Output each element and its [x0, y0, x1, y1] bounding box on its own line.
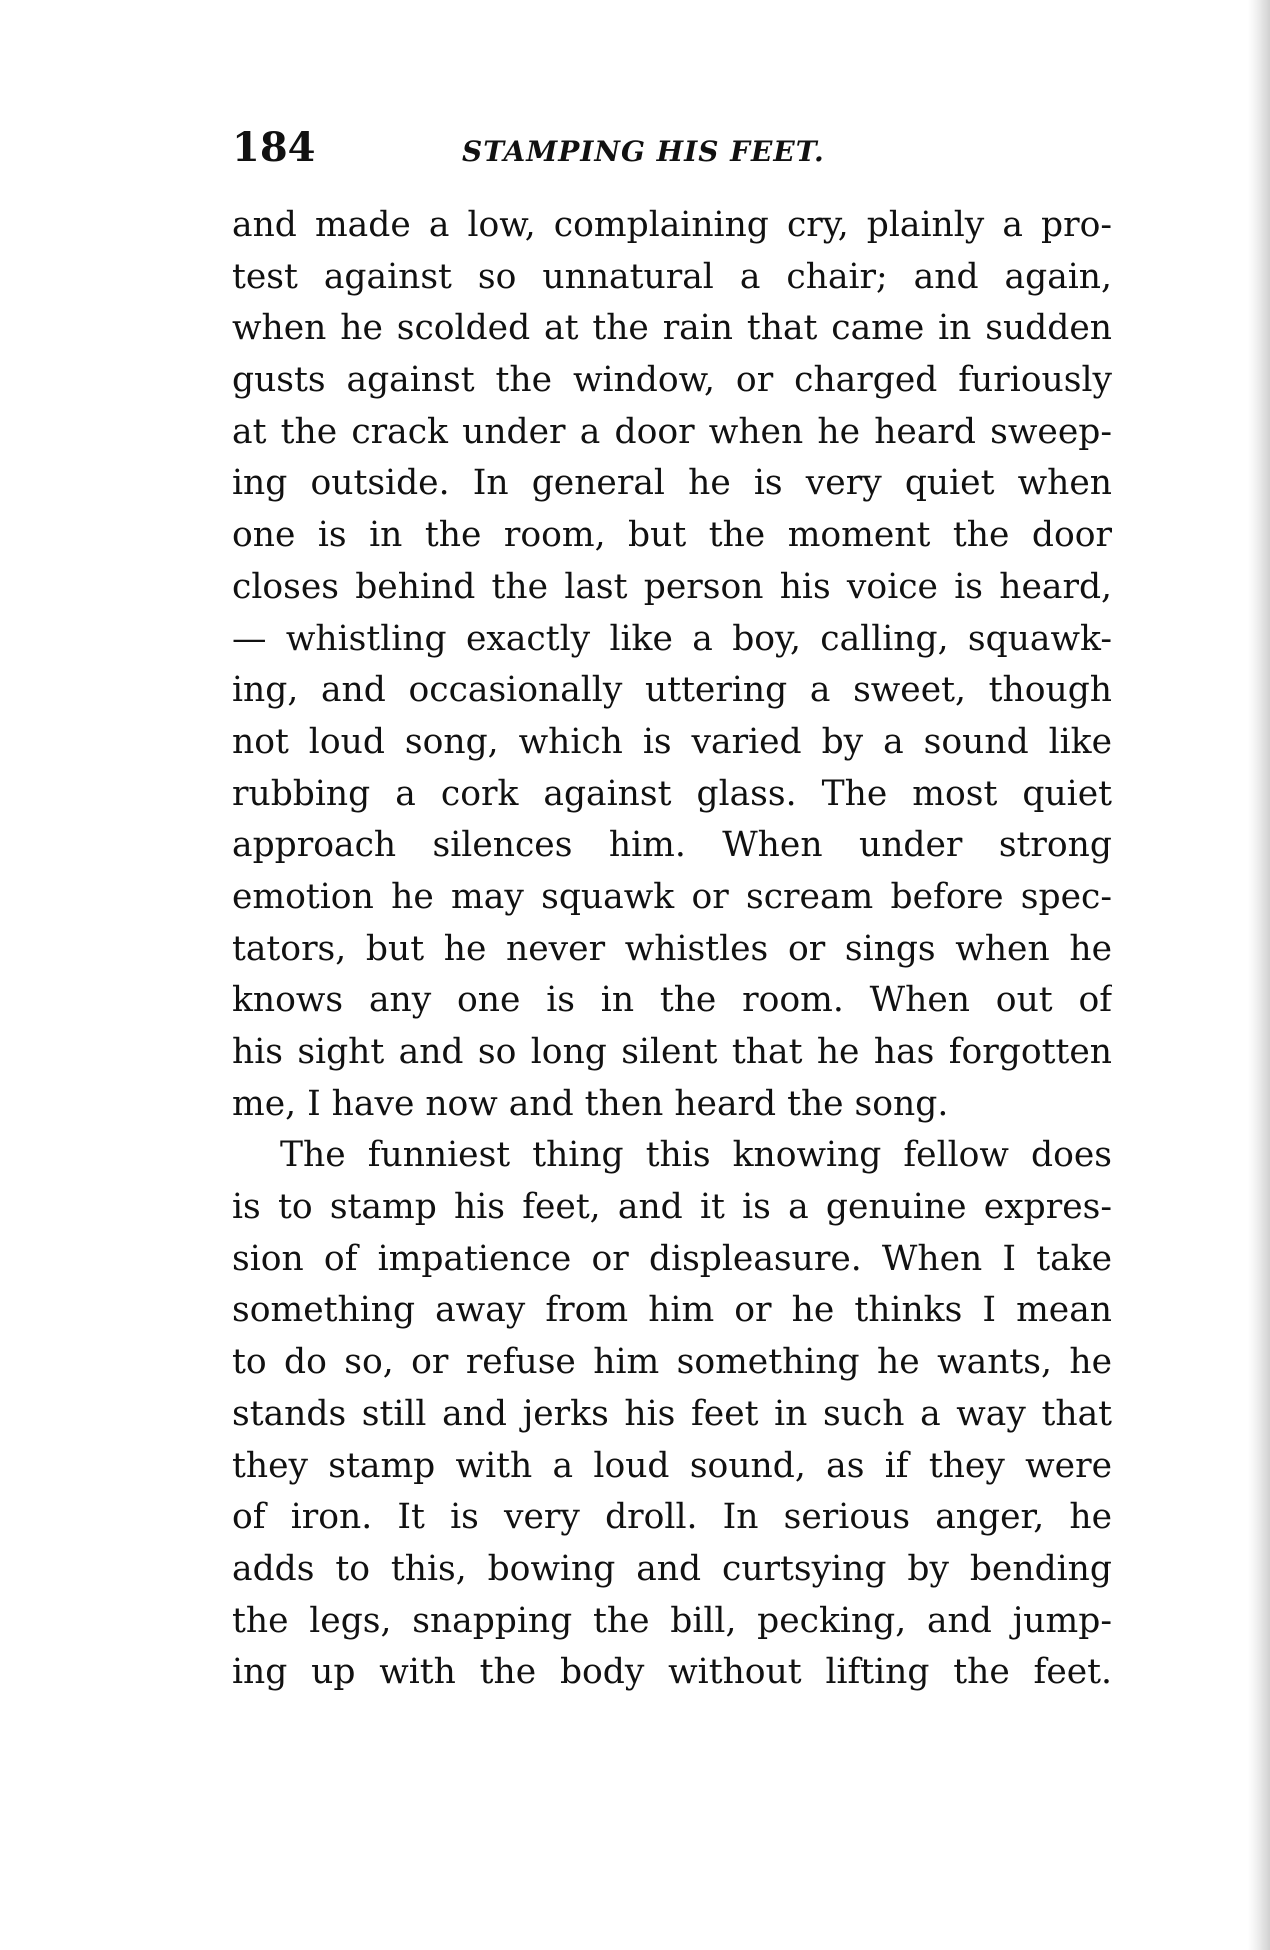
text-line: when he scolded at the rain that came in sudden	[232, 308, 1112, 349]
text-line: me, I have now and then heard the song.	[232, 1083, 949, 1124]
text-line: closes behind the last person his voice is heard,	[232, 566, 1112, 607]
text-line: gusts against the window, or charged furiously	[232, 360, 1112, 401]
page-header	[232, 118, 1112, 178]
text-line: knows any one is in the room. When out of	[232, 980, 1112, 1021]
text-line: — whistling exactly like a boy, calling, squawk-	[232, 618, 1112, 659]
paragraph-2	[232, 1130, 1112, 1699]
text-line: to do so, or refuse him something he wants, he	[232, 1342, 1112, 1383]
text-line: is to stamp his feet, and it is a genuine expres-	[232, 1187, 1112, 1228]
text-line: of iron. It is very droll. In serious anger, he	[232, 1497, 1112, 1538]
text-line: rubbing a cork against glass. The most quiet	[232, 773, 1112, 814]
text-line: something away from him or he thinks I mean	[232, 1290, 1112, 1331]
text-line: emotion he may squawk or scream before spec-	[232, 876, 1112, 917]
body-text	[232, 200, 1112, 1699]
text-line: The funniest thing this knowing fellow does	[280, 1135, 1112, 1176]
text-line: stands still and jerks his feet in such a way that	[232, 1393, 1112, 1434]
text-line: and made a low, complaining cry, plainly a pro-	[232, 205, 1112, 245]
text-line: approach silences him. When under strong	[232, 825, 1112, 866]
text-line: ing outside. In general he is very quiet when	[232, 463, 1112, 504]
scan-edge-shadow	[1248, 0, 1270, 1950]
page-number: 184	[232, 124, 316, 171]
running-head: STAMPING HIS FEET.	[462, 135, 825, 168]
text-line: ing, and occasionally uttering a sweet, though	[232, 670, 1112, 711]
text-line: adds to this, bowing and curtsying by bending	[232, 1548, 1112, 1589]
text-line: not loud song, which is varied by a sound like	[232, 721, 1112, 762]
text-line: at the crack under a door when he heard sweep-	[232, 411, 1112, 452]
paragraph-1	[232, 200, 1112, 1130]
text-line: test against so unnatural a chair; and again,	[232, 256, 1112, 297]
text-line: they stamp with a loud sound, as if they were	[232, 1445, 1112, 1486]
text-line: sion of impatience or displeasure. When I take	[232, 1238, 1112, 1279]
text-line: the legs, snapping the bill, pecking, and jump-	[232, 1600, 1112, 1641]
text-line: tators, but he never whistles or sings when he	[232, 928, 1112, 969]
text-line: one is in the room, but the moment the door	[232, 515, 1112, 556]
text-line: ing up with the body without lifting the feet.	[232, 1652, 1112, 1693]
text-line: his sight and so long silent that he has forgotten	[232, 1032, 1112, 1072]
